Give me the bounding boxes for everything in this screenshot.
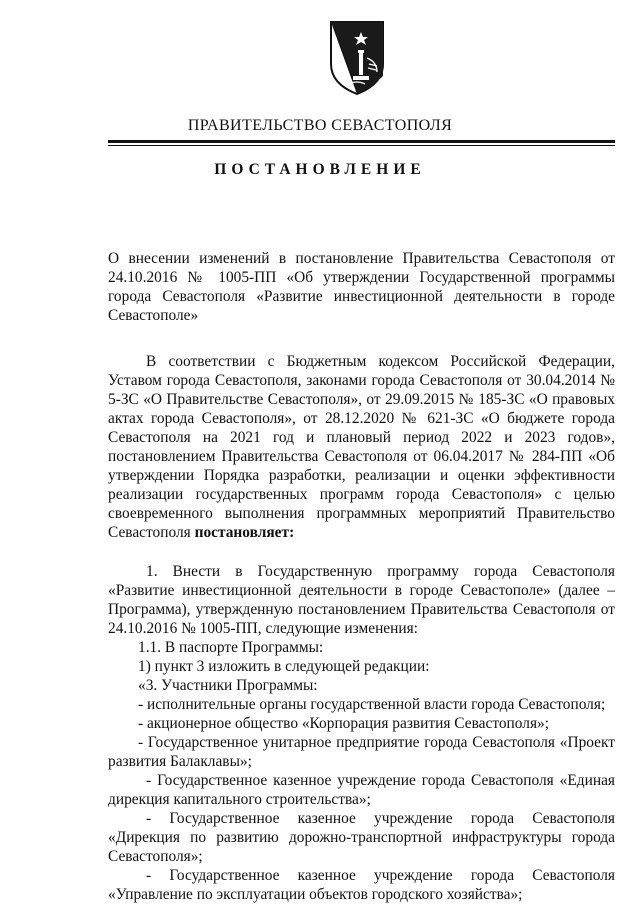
government-title: ПРАВИТЕЛЬСТВО СЕВАСТОПОЛЯ [187, 117, 453, 134]
participant-item: - акционерное общество «Корпорация развития Севастополя»; [138, 715, 549, 732]
section-3-heading: «3. Участники Программы: [138, 677, 318, 694]
participant-item: - исполнительные органы государственной власти города Севастополя; [138, 696, 606, 713]
document-subject: О внесении изменений в постановление Правительства Севастополя от 24.10.2016 № 1005-ПП «Об утверждении Государственной программы города Севастополя «Развитие инвестиционной деятельности в городе Севастополе» [108, 250, 615, 324]
subitem-1: 1) пункт 3 изложить в следующей редакции: [138, 658, 430, 675]
sevastopol-coat-of-arms-icon [327, 18, 387, 96]
document-body [108, 352, 615, 904]
item-1-1: 1.1. В паспорте Программы: [138, 639, 324, 656]
decree-colon: : [289, 524, 295, 541]
decree-word: постановляет [194, 524, 290, 541]
participant-item: - Государственное казенное учреждение города Севастополя «Единая дирекция капитального строительства»; [108, 772, 615, 808]
paragraph-gap [108, 542, 615, 562]
header-rule-thin [108, 145, 615, 146]
participant-item: - Государственное казенное учреждение города Севастополя «Управление по эксплуатации объектов городского хозяйства»; [108, 867, 615, 903]
participant-item: - Государственное казенное учреждение города Севастополя «Дирекция по развитию дорожно-транспортной инфраструктуры города Севастополя»; [108, 810, 615, 865]
preamble-text: В соответствии с Бюджетным кодексом Российской Федерации, Уставом города Севастополя, законами города Севастополя от 30.04.2014 № 5-ЗС «О Правительстве Севастополя», от 29.09.2015 № 185-ЗС «О правовых актах города Севастополя», от 28.12.2020 № 621-ЗС «О бюджете города Севастополя на 2021 год и плановый период 2022 и 2023 годов», постановлением Правительства Севастополя от 06.04.2017 № 284-ПП «Об утверждении Порядка разработки, реализации и оценки эффективности реализации государственных программ города Севастополя» с целью своевременного выполнения программных мероприятий Правительство Севастополя [108, 353, 615, 541]
header-rule-thick [108, 140, 615, 143]
preamble-paragraph [108, 352, 615, 542]
item-1: 1. Внести в Государственную программу города Севастополя «Развитие инвестиционной деятельности в городе Севастополе» (далее – Программа), утвержденную постановлением Правительства Севастополя от 24.10.2016 № 1005-ПП, следующие изменения: [108, 563, 615, 637]
participant-item: - Государственное унитарное предприятие города Севастополя «Проект развития Балаклавы»; [108, 734, 615, 770]
document-type: ПОСТАНОВЛЕНИЕ [214, 161, 426, 178]
